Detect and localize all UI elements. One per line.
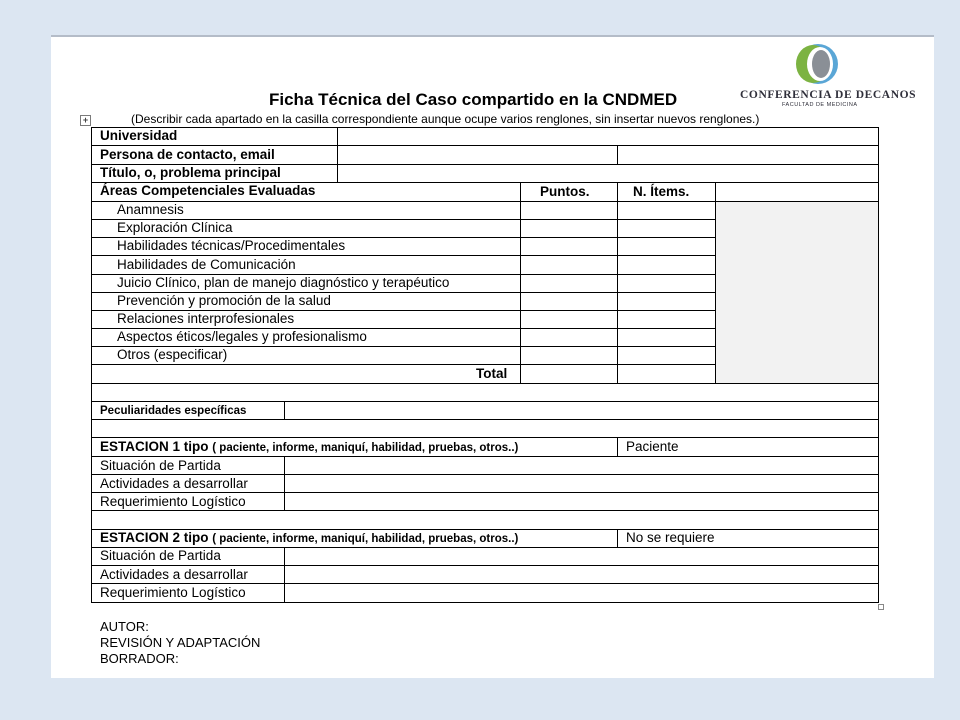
estacion1-options: ( paciente, informe, maniquí, habilidad, pruebas, otros..) (212, 442, 519, 454)
label-titulo: Título, o, problema principal (100, 165, 281, 180)
document-subtitle: (Describir cada apartado en la casilla correspondiente aunque ocupe varios renglones, sin insertar nuevos renglones.) (131, 112, 760, 126)
estacion2-label: ESTACION 2 tipo (100, 530, 209, 545)
estacion1-label: ESTACION 1 tipo (100, 439, 209, 454)
label-universidad: Universidad (100, 128, 178, 143)
conferencia-logo (740, 42, 917, 108)
area-item: Juicio Clínico, plan de manejo diagnóstico y terapéutico (117, 275, 450, 290)
document-title: Ficha Técnica del Caso compartido en la CNDMED (269, 90, 678, 109)
label-peculiaridades: Peculiaridades específicas (100, 405, 247, 417)
area-item: Habilidades de Comunicación (117, 257, 296, 272)
area-item: Otros (especificar) (117, 347, 228, 362)
estacion1-actividades: Actividades a desarrollar (100, 476, 248, 491)
estacion1-requerimiento: Requerimiento Logístico (100, 494, 246, 509)
footer-borrador: BORRADOR: (100, 651, 179, 666)
footer-autor: AUTOR: (100, 619, 149, 634)
area-item: Relaciones interprofesionales (117, 311, 295, 326)
logo-emblem-icon (740, 42, 900, 90)
shaded-cell (715, 202, 878, 383)
logo-subtext: FACULTAD DE MEDICINA (782, 102, 858, 108)
label-total: Total (476, 366, 508, 381)
area-item: Exploración Clínica (117, 220, 233, 235)
label-contacto: Persona de contacto, email (100, 147, 275, 162)
label-areas: Áreas Competenciales Evaluadas (100, 183, 316, 198)
table-move-handle-icon[interactable]: + (80, 115, 91, 126)
area-item: Aspectos éticos/legales y profesionalismo (117, 329, 367, 344)
estacion1-value[interactable]: Paciente (626, 439, 679, 454)
table-resize-handle-icon[interactable] (878, 604, 884, 610)
estacion2-actividades: Actividades a desarrollar (100, 567, 248, 582)
estacion1-situacion: Situación de Partida (100, 458, 221, 473)
header-puntos: Puntos. (540, 184, 590, 199)
estacion1-header (100, 439, 518, 456)
estacion2-header (100, 530, 518, 547)
area-item: Prevención y promoción de la salud (117, 293, 331, 308)
footer-revision: REVISIÓN Y ADAPTACIÓN (100, 635, 261, 650)
estacion2-situacion: Situación de Partida (100, 548, 221, 563)
estacion2-requerimiento: Requerimiento Logístico (100, 585, 246, 600)
area-item: Habilidades técnicas/Procedimentales (117, 238, 346, 253)
estacion2-options: ( paciente, informe, maniquí, habilidad, pruebas, otros..) (212, 533, 519, 545)
logo-text: CONFERENCIA DE DECANOS (740, 89, 917, 101)
header-items: N. Ítems. (633, 184, 690, 199)
estacion2-value[interactable]: No se requiere (626, 530, 715, 545)
area-item: Anamnesis (117, 202, 184, 217)
